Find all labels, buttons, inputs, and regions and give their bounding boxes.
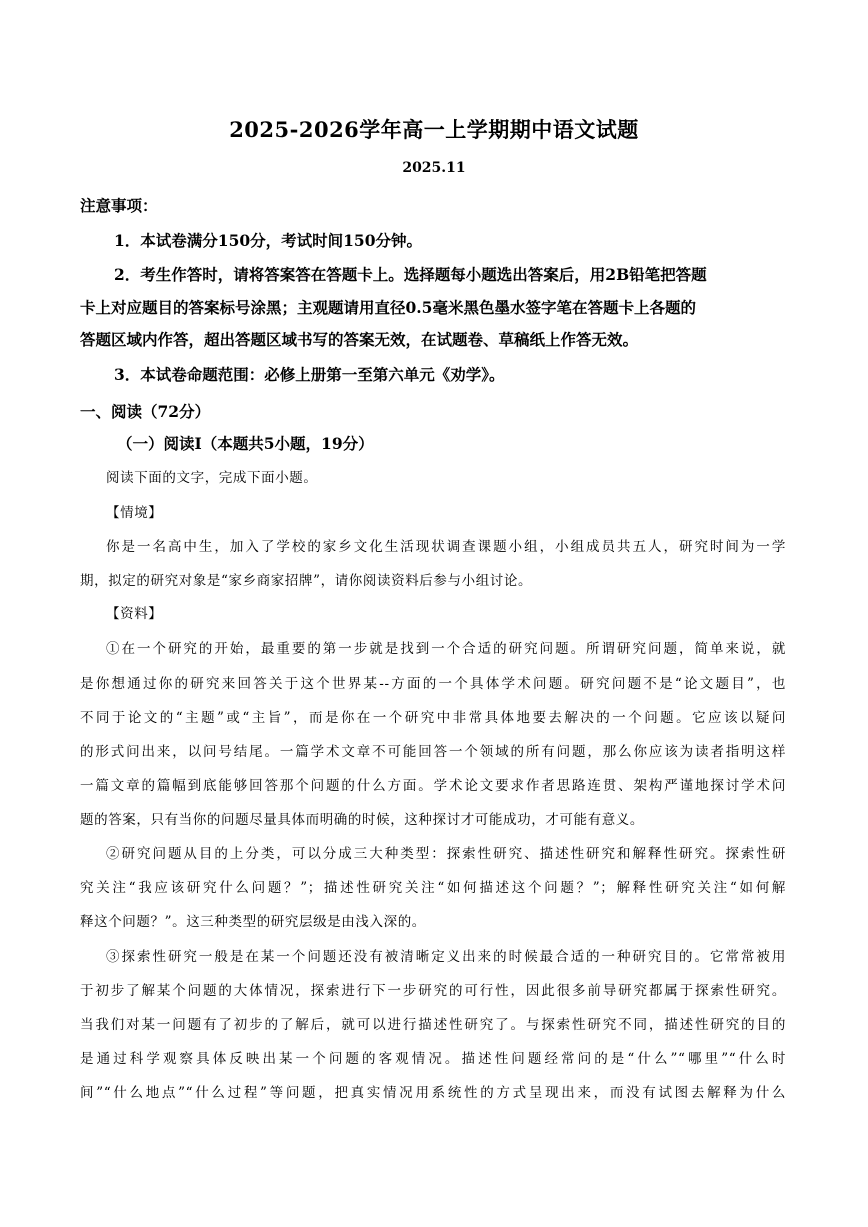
paragraph-line: 是通过科学观察具体反映出某一个问题的客观情况。描述性问题经常问的是“什么”“哪里”“什么时	[80, 1051, 786, 1067]
paragraph-line: 是你想通过你的研究来回答关于这个世界某--方面的一个具体学术问题。研究问题不是“论文题目”，也	[80, 676, 786, 692]
emphasized-text: 超出答题区域书写的答案无效	[204, 330, 406, 349]
paragraph-line: 当我们对某一问题有了初步的了解后，就可以进行描述性研究了。与探索性研究不同，描述性研究的目的	[80, 1017, 786, 1033]
material-tag: 【资料】	[106, 606, 163, 622]
context-line: 期，拟定的研究对象是“家乡商家招牌”，请你阅读资料后参与小组讨论。	[80, 573, 533, 589]
notice-text: ，	[405, 330, 422, 349]
notice-heading: 注意事项：	[80, 196, 158, 215]
paragraph-line: 不同于论文的“主题”或“主旨”，而是你在一个研究中非常具体地要去解决的一个问题。它应该以疑问	[80, 710, 786, 726]
paragraph-line: 题的答案，只有当你的问题尽量具体而明确的时候，这种探讨才可能成功，才可能有意义。	[80, 812, 644, 828]
paragraph-line: 间”“什么地点”“什么过程”等问题，把真实情况用系统性的方式呈现出来，而没有试图去解释为什么	[80, 1085, 786, 1101]
notice-item-2-line-1: 2．考生作答时，请将答案答在答题卡上。选择题每小题选出答案后，用2B铅笔把答题	[114, 265, 707, 284]
context-line: 你是一名高中生，加入了学校的家乡文化生活现状调查课题小组，小组成员共五人，研究时间为一学	[106, 539, 786, 555]
context-tag: 【情境】	[106, 505, 163, 521]
notice-text: 。	[622, 330, 639, 349]
paragraph-line: 于初步了解某个问题的大体情况，探索进行下一步研究的可行性，因此很多前导研究都属于探索性研究。	[80, 983, 786, 999]
notice-item-1: 1．本试卷满分150分，考试时间150分钟。	[114, 231, 422, 250]
notice-item-2-line-2: 卡上对应题目的答案标号涂黑；主观题请用直径0.5毫米黑色墨水签字笔在答题卡上各题的	[80, 298, 696, 317]
paragraph-line: 一篇文章的篇幅到底能够回答那个问题的什么方面。学术论文要求作者思路连贯、架构严谨地探讨学术问	[80, 778, 786, 794]
paragraph-line: ②研究问题从目的上分类，可以分成三大种类型：探索性研究、描述性研究和解释性研究。探索性研	[106, 846, 786, 862]
notice-item-2-line-3	[80, 328, 786, 350]
section-heading: 一、阅读（72分）	[80, 402, 211, 421]
instruction-text: 阅读下面的文字，完成下面小题。	[106, 470, 318, 486]
notice-text: 答题区域内作答，	[80, 330, 205, 349]
notice-item-3: 3．本试卷命题范围：必修上册第一至第六单元《劝学》。	[114, 365, 505, 384]
paragraph-line: 的形式问出来，以问号结尾。一篇学术文章不可能回答一个领域的所有问题，那么你应该为读者指明这样	[80, 744, 786, 760]
paragraph-line: 释这个问题？”。这三种类型的研究层级是由浅入深的。	[80, 914, 426, 930]
paragraph-line: 究关注“我应该研究什么问题？”；描述性研究关注“如何描述这个问题？”；解释性研究关注“如何解	[80, 880, 786, 896]
page-title: 2025-2026学年高一上学期期中语文试题	[229, 117, 639, 142]
exam-date: 2025.11	[402, 160, 466, 176]
emphasized-text: 在试题卷、草稿纸上作答无效	[421, 330, 623, 349]
paragraph-line: ③探索性研究一般是在某一个问题还没有被清晰定义出来的时候最合适的一种研究目的。它常常被用	[106, 949, 786, 965]
subsection-heading: （一）阅读Ⅰ（本题共5小题，19分）	[117, 434, 374, 453]
paragraph-line: ①在一个研究的开始，最重要的第一步就是找到一个合适的研究问题。所谓研究问题，简单来说，就	[106, 641, 786, 657]
